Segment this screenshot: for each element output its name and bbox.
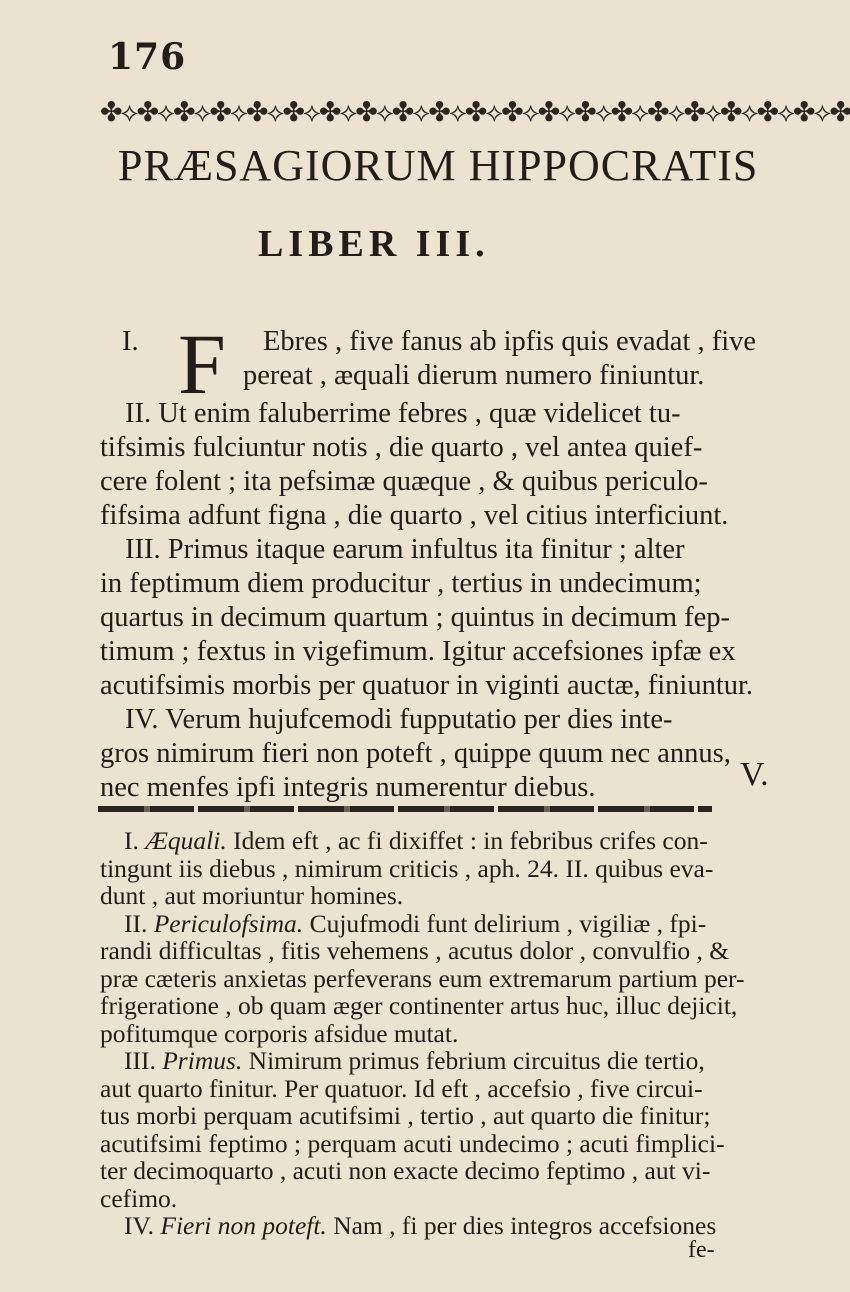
commentary-line: aut quarto finitur. Per quatuor. Id eft , accefsio , five circui-	[100, 1073, 703, 1103]
commentary-line: pofitumque corporis afsidue mutat.	[100, 1018, 459, 1048]
text-line: in feptimum diem producitur , tertius in undecimum;	[100, 568, 702, 599]
text-line: II. Ut enim faluberrime febres , quæ videlicet tu-	[125, 398, 681, 429]
commentary-line: ter decimoquarto , acuti non exacte decimo feptimo , aut vi-	[100, 1156, 711, 1185]
commentary-line: III. Primus. Nimirum primus febrium circuitus die tertio,	[124, 1046, 705, 1075]
drop-cap: F	[178, 316, 226, 412]
text-line: timum ; fextus in vigefimum. Igitur accefsiones ipfæ ex	[100, 636, 736, 667]
commentary-line: tus morbi perquam acutifsimi , tertio , aut quarto die finitur;	[100, 1101, 711, 1130]
text-line: fifsima adfunt figna , die quarto , vel citius interficiunt.	[100, 500, 729, 531]
text-line: III. Primus itaque earum infultus ita finitur ; alter	[125, 534, 685, 565]
text-line: Ebres , five fanus ab ipfis quis evadat , five	[263, 326, 757, 357]
page-number: 176	[108, 36, 187, 78]
commentary-line: I. Æquali. Idem eft , ac fi dixiffet : in febribus crifes con-	[124, 826, 708, 855]
commentary-line: II. Periculofsima. Cujufmodi funt delirium , vigiliæ , fpi-	[124, 908, 707, 938]
commentary-line: præ cæteris anxietas perfeverans eum extremarum partium per-	[100, 963, 745, 993]
commentary-line: dunt , aut moriuntur homines.	[100, 881, 404, 910]
section-divider	[98, 806, 712, 812]
commentary-line: tingunt iis diebus , nimirum criticis , aph. 24. II. quibus eva-	[100, 853, 714, 883]
text-line: acutifsimis morbis per quatuor in viginti auctæ, finiuntur.	[100, 670, 754, 701]
text-line: nec menfes ipfi integris numerentur diebus.	[100, 772, 596, 803]
commentary-line: frigeratione , ob quam æger continenter artus huc, illuc dejicit,	[100, 991, 738, 1020]
ornament-band: ✤⟡✤⟡✤⟡✤⟡✤⟡✤⟡✤⟡✤⟡✤⟡✤⟡✤⟡✤⟡✤⟡✤⟡✤⟡✤⟡✤⟡✤⟡✤⟡✤⟡✤	[100, 97, 850, 128]
text-line: tifsimis fulciuntur notis , die quarto , vel antea quief-	[100, 432, 703, 463]
text-line: gros nimirum fieri non poteft , quippe quum nec annus,	[100, 738, 731, 769]
commentary-line: acutifsimi feptimo ; perquam acuti undecimo ; acuti fimplici-	[100, 1128, 725, 1158]
text-line: pereat , æquali dierum numero finiuntur.	[243, 360, 705, 391]
page-title: PRÆSAGIORUM HIPPOCRATIS	[118, 141, 759, 190]
catchword-bottom: fe-	[688, 1236, 715, 1263]
book-subtitle: LIBER III.	[258, 223, 490, 265]
commentary-line: randi difficultas , fitis vehemens , acutus dolor , convulfio , &	[100, 936, 730, 965]
commentary-line: IV. Fieri non poteft. Nam , fi per dies integros accefsiones	[124, 1211, 717, 1240]
text-line: cere folent ; ita pefsimæ quæque , & quibus periculo-	[100, 466, 708, 497]
text-line: quartus in decimum quartum ; quintus in decimum fep-	[100, 602, 731, 633]
text-line: I.	[122, 326, 139, 357]
catchword-top: V.	[740, 756, 769, 793]
commentary-line: cefimo.	[100, 1183, 178, 1213]
text-line: IV. Verum hujufcemodi fupputatio per dies inte-	[125, 704, 673, 735]
